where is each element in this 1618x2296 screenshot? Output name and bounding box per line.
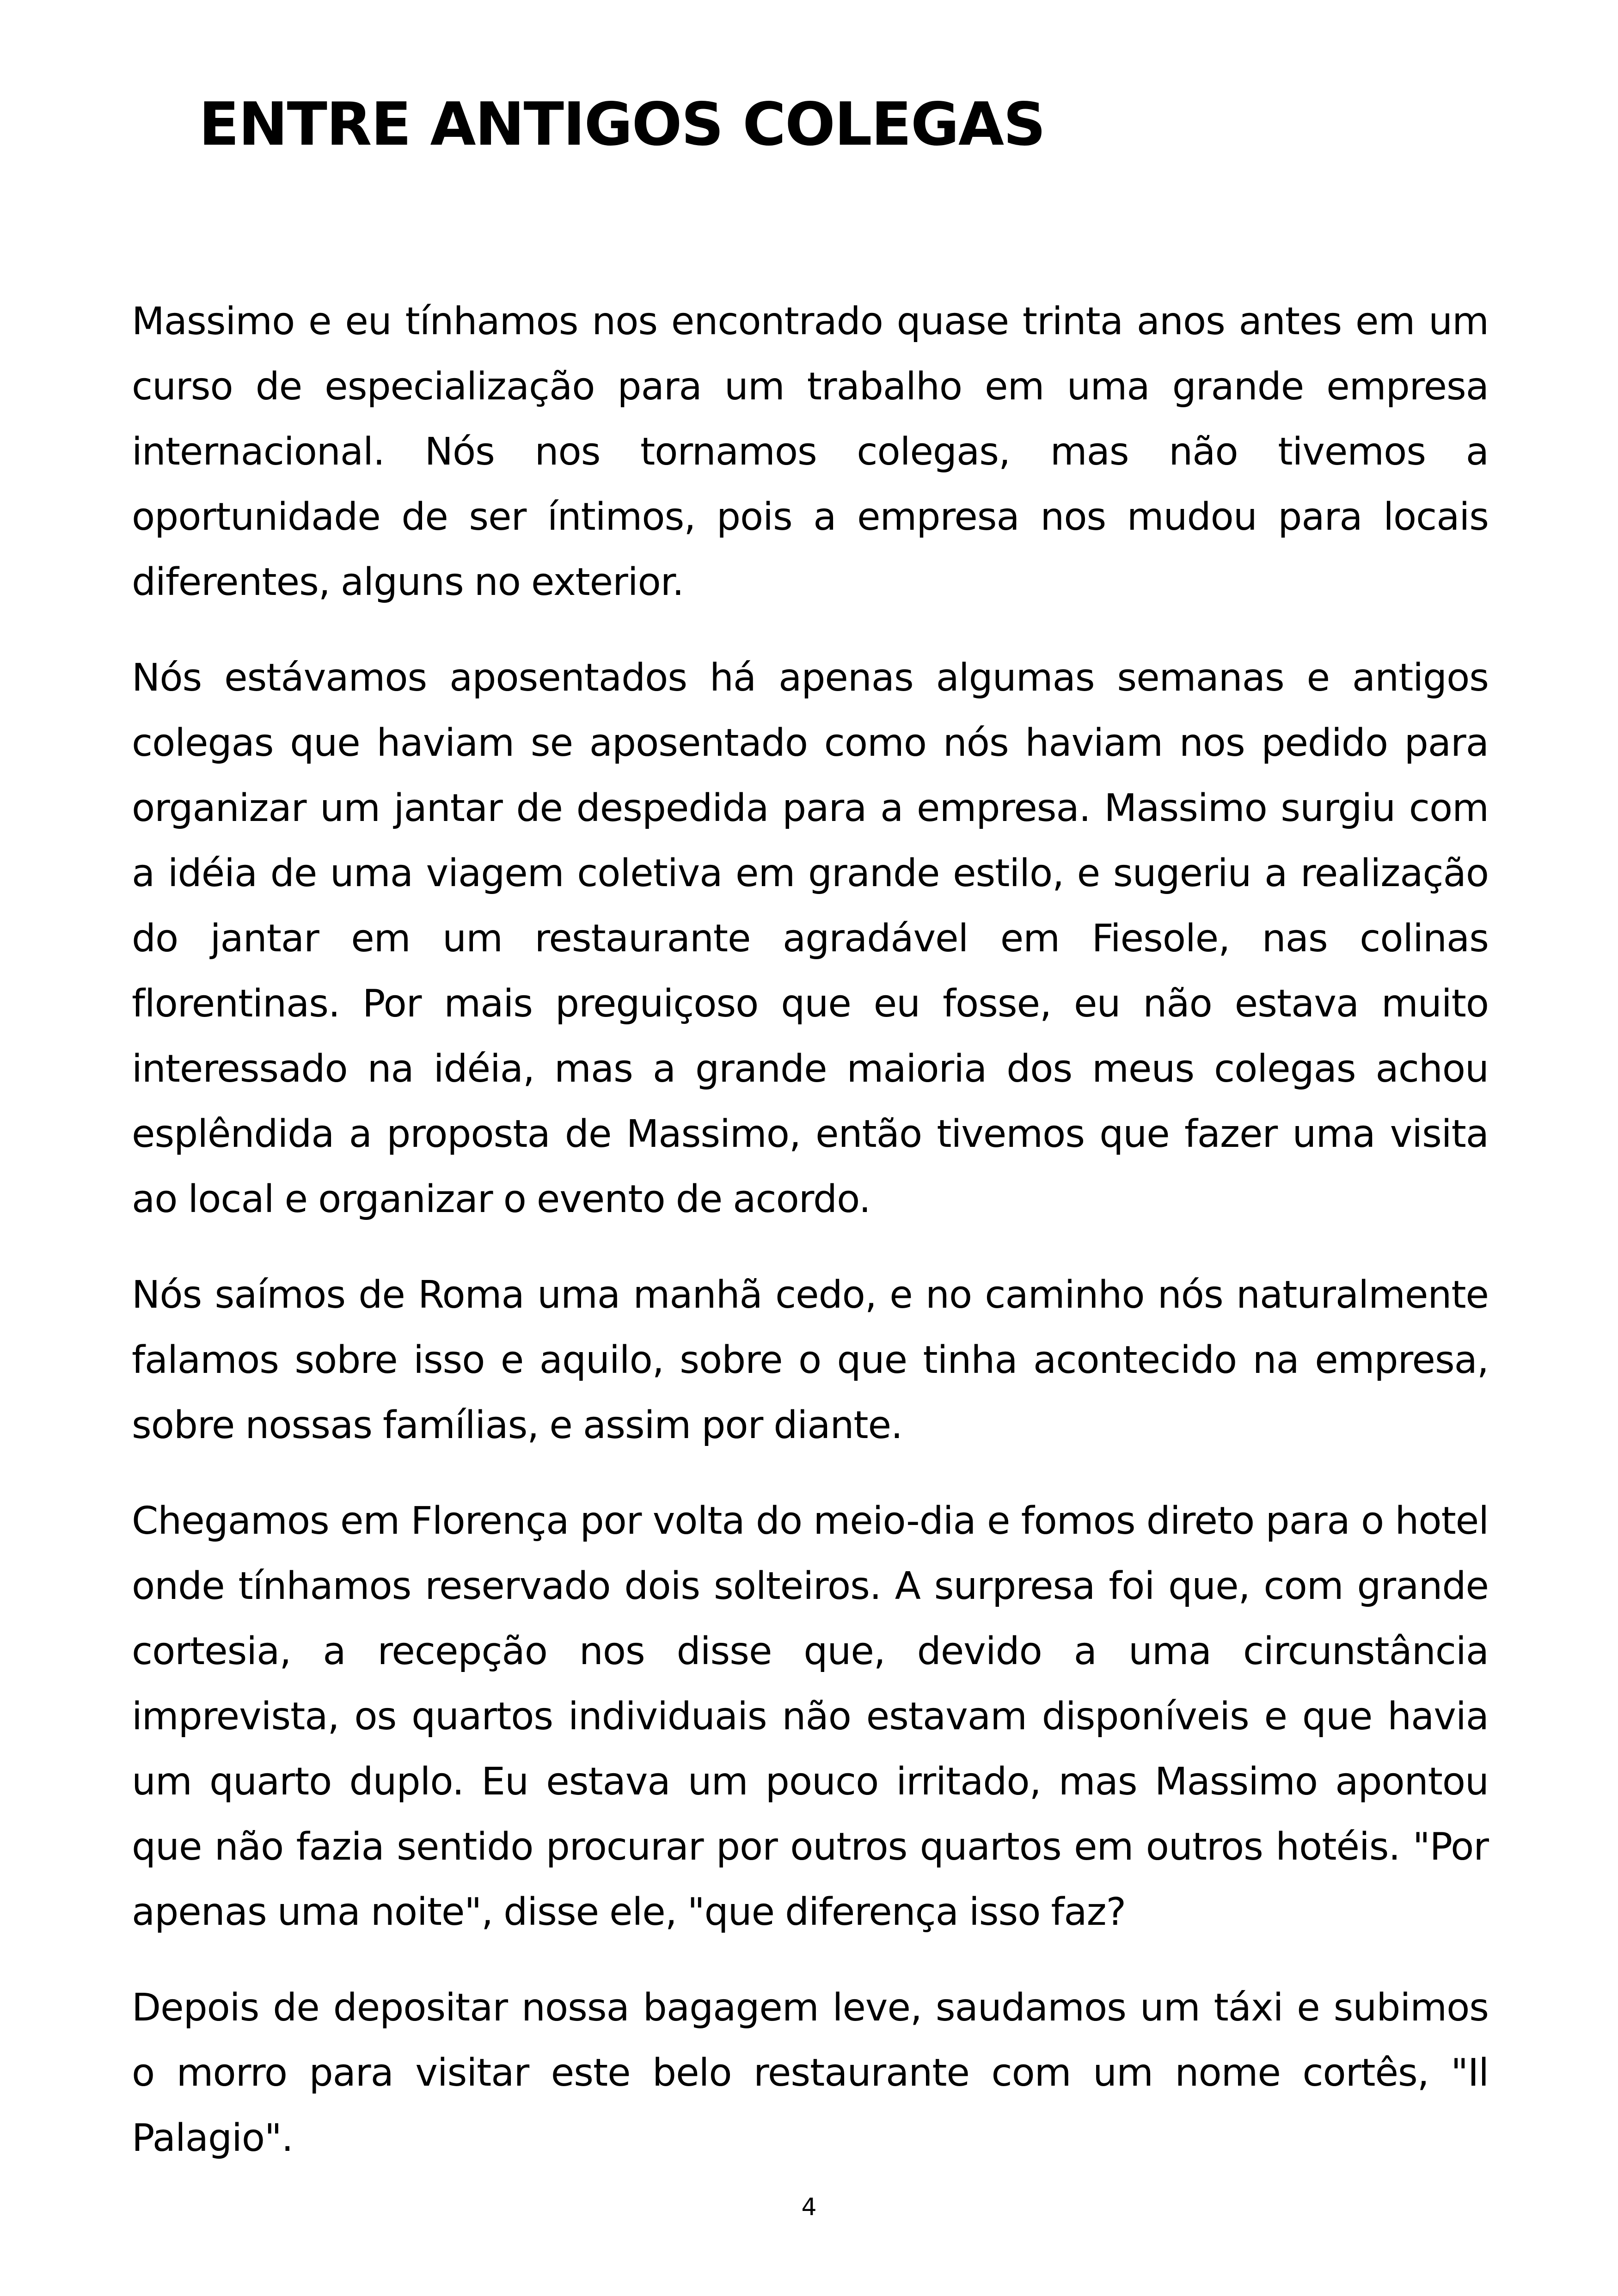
paragraph-3: Nós saímos de Roma uma manhã cedo, e no caminho nós naturalmente falamos sobre isso e aquilo, sobre o que tinha acontecido na empresa, sobre nossas famílias, e assim por diante. xyxy=(132,1273,1489,1447)
chapter-title: ENTRE ANTIGOS COLEGAS xyxy=(199,90,1045,159)
page-number: 4 xyxy=(801,2193,817,2221)
paragraph-1: Massimo e eu tínhamos nos encontrado quase trinta anos antes em um curso de especialização para um trabalho em uma grande empresa internacional. Nós nos tornamos colegas, mas não tivemos a oportunidade de ser íntimos, pois a empresa nos mudou para locais diferentes, alguns no exterior. xyxy=(132,300,1489,604)
chapter-body xyxy=(132,289,1489,2201)
paragraph-4: Chegamos em Florença por volta do meio-dia e fomos direto para o hotel onde tínhamos reservado dois solteiros. A surpresa foi que, com grande cortesia, a recepção nos disse que, devido a uma circunstância imprevista, os quartos individuais não estavam disponíveis e que havia um quarto duplo. Eu estava um pouco irritado, mas Massimo apontou que não fazia sentido procurar por outros quartos em outros hotéis. "Por apenas uma noite", disse ele, "que diferença isso faz? xyxy=(132,1499,1489,1934)
paragraph-5: Depois de depositar nossa bagagem leve, saudamos um táxi e subimos o morro para visitar este belo restaurante com um nome cortês, "Il Palagio". xyxy=(132,1986,1489,2160)
paragraph-2: Nós estávamos aposentados há apenas algumas semanas e antigos colegas que haviam se aposentado como nós haviam nos pedido para organizar um jantar de despedida para a empresa. Massimo surgiu com a idéia de uma viagem coletiva em grande estilo, e sugeriu a realização do jantar em um restaurante agradável em Fiesole, nas colinas florentinas. Por mais preguiçoso que eu fosse, eu não estava muito interessado na idéia, mas a grande maioria dos meus colegas achou esplêndida a proposta de Massimo, então tivemos que fazer uma visita ao local e organizar o evento de acordo. xyxy=(132,656,1489,1221)
